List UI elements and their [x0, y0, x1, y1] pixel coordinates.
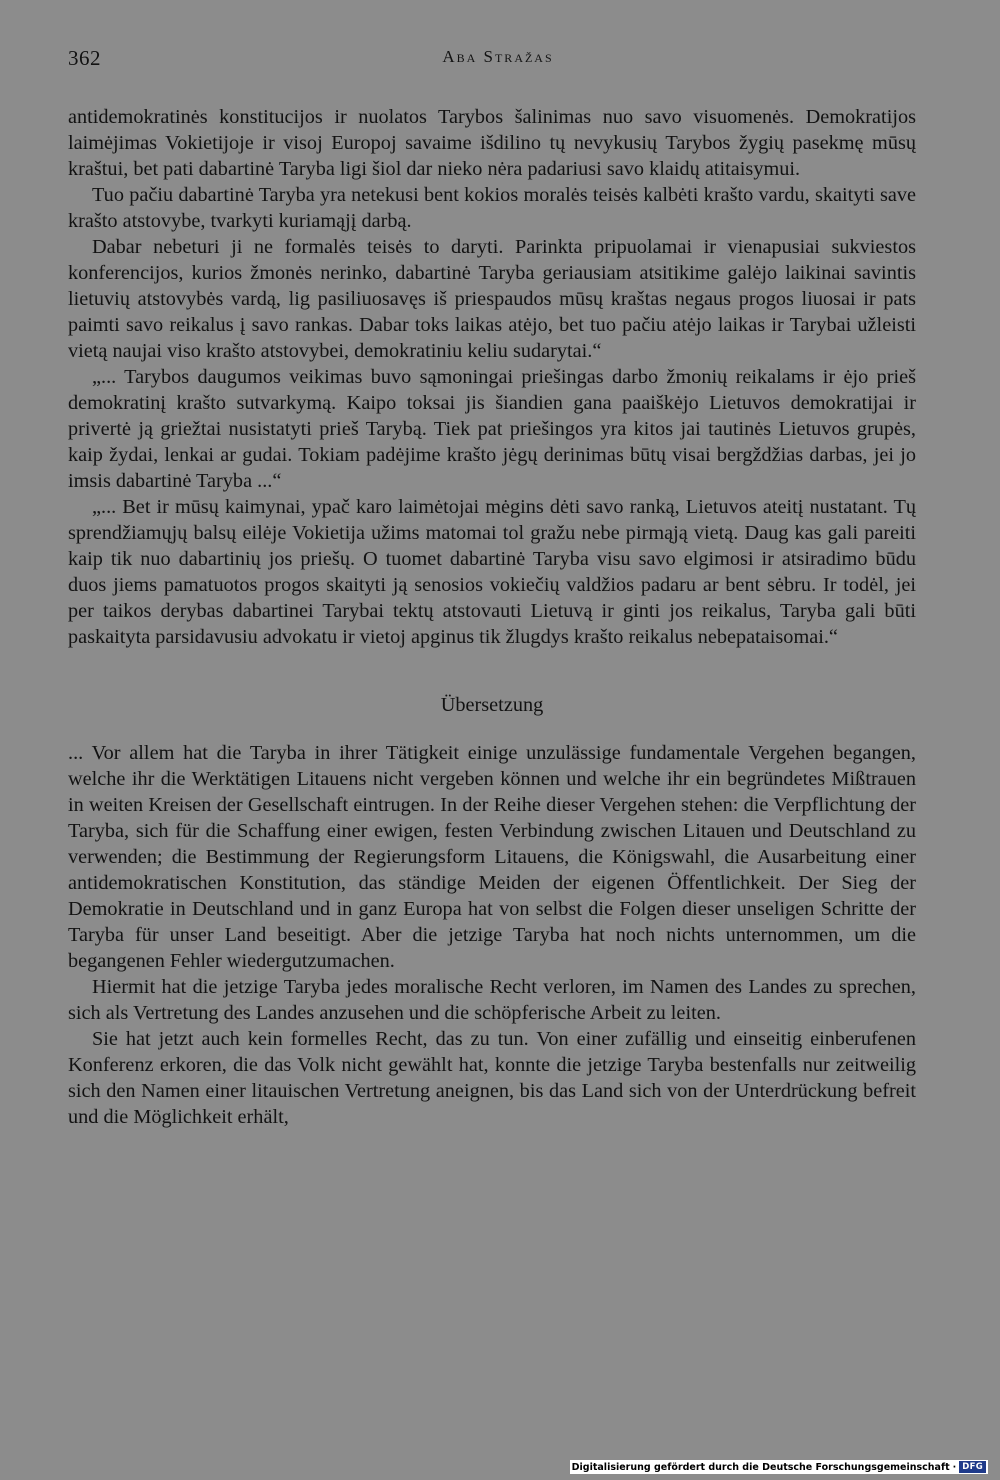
- paragraph-lt-1: antidemokratinės konstitucijos ir nuolatos Tarybos šalinimas nuo savo visuomenės. Demokratijos laimėjimas Vokietijoje ir visoj Europoj savaime išdilino tų nevykusių Tarybos žygių pasekmę mūsų kraštui, bet pati dabartinė Taryba ligi šiol dar nieko nėra padariusi savo klaidų atitaisymui.: [68, 106, 916, 180]
- paragraph-lt-5: „... Bet ir mūsų kaimynai, ypač karo laimėtojai mėgins dėti savo ranką, Lietuvos ateitį nustatant. Tų sprendžiamųjų balsų eilėje Vokietija užims matomai tol gražu nebe pirmąją vietą. Daug kas gali pareiti kaip tik nuo dabartinių jos priešų. O tuomet dabartinė Taryba visu savo elgimosi ir atsiradimo būdu duos jiems pamatuotos progos skaityti ją senosios vokiečių valdžios padaru ar bent sėbru. Ir todėl, jei per taikos derybas dabartinei Tarybai tektų atstovauti Lietuvą ir ginti jos reikalus, Taryba gali būti paskaityta parsidavusiu advokatu ir vietoj apginus tik žlugdys krašto reikalus nebepataisomai.“: [68, 496, 916, 648]
- paragraph-lt-4: „... Tarybos daugumos veikimas buvo sąmoningai priešingas darbo žmonių reikalams ir ėjo prieš demokratinį krašto sutvarkymą. Kaipo toksai jis šiandien gana paaiškėjo Lietuvos demokratijai ir privertė ją griežtai nusistatyti prieš Tarybą. Tiek pat priešingos yra kitos jai tautinės Lietuvos grupės, kaip žydai, lenkai ar gudai. Tokiam padėjime krašto jėgų derinimas būtų visai bergždžias darbas, jei jo imsis dabartinė Taryba ...“: [68, 366, 916, 492]
- paragraph-de-3: Sie hat jetzt auch kein formelles Recht, das zu tun. Von einer zufällig und einseitig einberufenen Konferenz erkoren, die das Volk nicht gewählt hat, konnte die jetzige Taryba bestenfalls nur zeitweilig sich den Namen einer litauischen Vertretung aneignen, bis das Land sich von der Unterdrückung befreit und die Möglichkeit erhält,: [68, 1028, 916, 1128]
- paragraph-lt-3: Dabar nebeturi ji ne formalės teisės to daryti. Parinkta pripuolamai ir vienapusiai sukviestos konferencijos, kurios žmonės nerinko, dabartinė Taryba geriausiam atsitikime galėjo laikinai savintis lietuvių atstovybės vardą, lig pasiliuosavęs iš priespaudos mūsų kraštas negaus progos liuosai ir pats paimti savo reikalus į savo rankas. Dabar toks laikas atėjo, bet tuo pačiu atėjo laikas ir Tarybai užleisti vietą naujai viso krašto atstovybei, demokratiniu keliu sudarytai.“: [68, 236, 916, 362]
- page-number: 362: [68, 46, 101, 70]
- dfg-logo-icon: DFG: [959, 1461, 986, 1473]
- page-header: [68, 46, 928, 76]
- paragraph-de-2: Hiermit hat die jetzige Taryba jedes moralische Recht verloren, im Namen des Landes zu sprechen, sich als Vertretung des Landes anzusehen und die schöpferische Arbeit zu leiten.: [68, 976, 916, 1024]
- paragraph-de-1: ... Vor allem hat die Taryba in ihrer Tätigkeit einige unzulässige fundamentale Vergehen begangen, welche ihr die Werktätigen Litauens nicht vergeben können und welche ihr ein begründetes Mißtrauen in weiten Kreisen der Gesellschaft eintrugen. In der Reihe dieser Vergehen stehen: die Verpflichtung der Taryba, sich für die Schaffung einer ewigen, festen Verbindung zwischen Litauen und Deutschland zu verwenden; die Bestimmung der Regierungsform Litauens, die Königswahl, die Ausarbeitung einer antidemokratischen Konstitution, das ständige Meiden der eigenen Öffentlichkeit. Der Sieg der Demokratie in Deutschland und in ganz Europa hat von selbst die Folgen dieser unseligen Schritte der Taryba für unser Land beseitigt. Aber die jetzige Taryba hat noch nichts unternommen, um die begangenen Fehler wiedergutzumachen.: [68, 742, 916, 972]
- paragraph-lt-2: Tuo pačiu dabartinė Taryba yra netekusi bent kokios moralės teisės kalbėti krašto vardu, skaityti save krašto atstovybe, tvarkyti kuriamąjį darbą.: [68, 184, 916, 232]
- credit-text: Digitalisierung gefördert durch die Deutsche Forschungsgemeinschaft: [571, 1461, 950, 1473]
- digitization-credit: Digitalisierung gefördert durch die Deutsche Forschungsgemeinschaft · DFG: [570, 1460, 988, 1474]
- running-head: Aba Stražas: [442, 47, 554, 66]
- body-text: [68, 104, 916, 1130]
- section-title: Übersetzung: [440, 694, 544, 716]
